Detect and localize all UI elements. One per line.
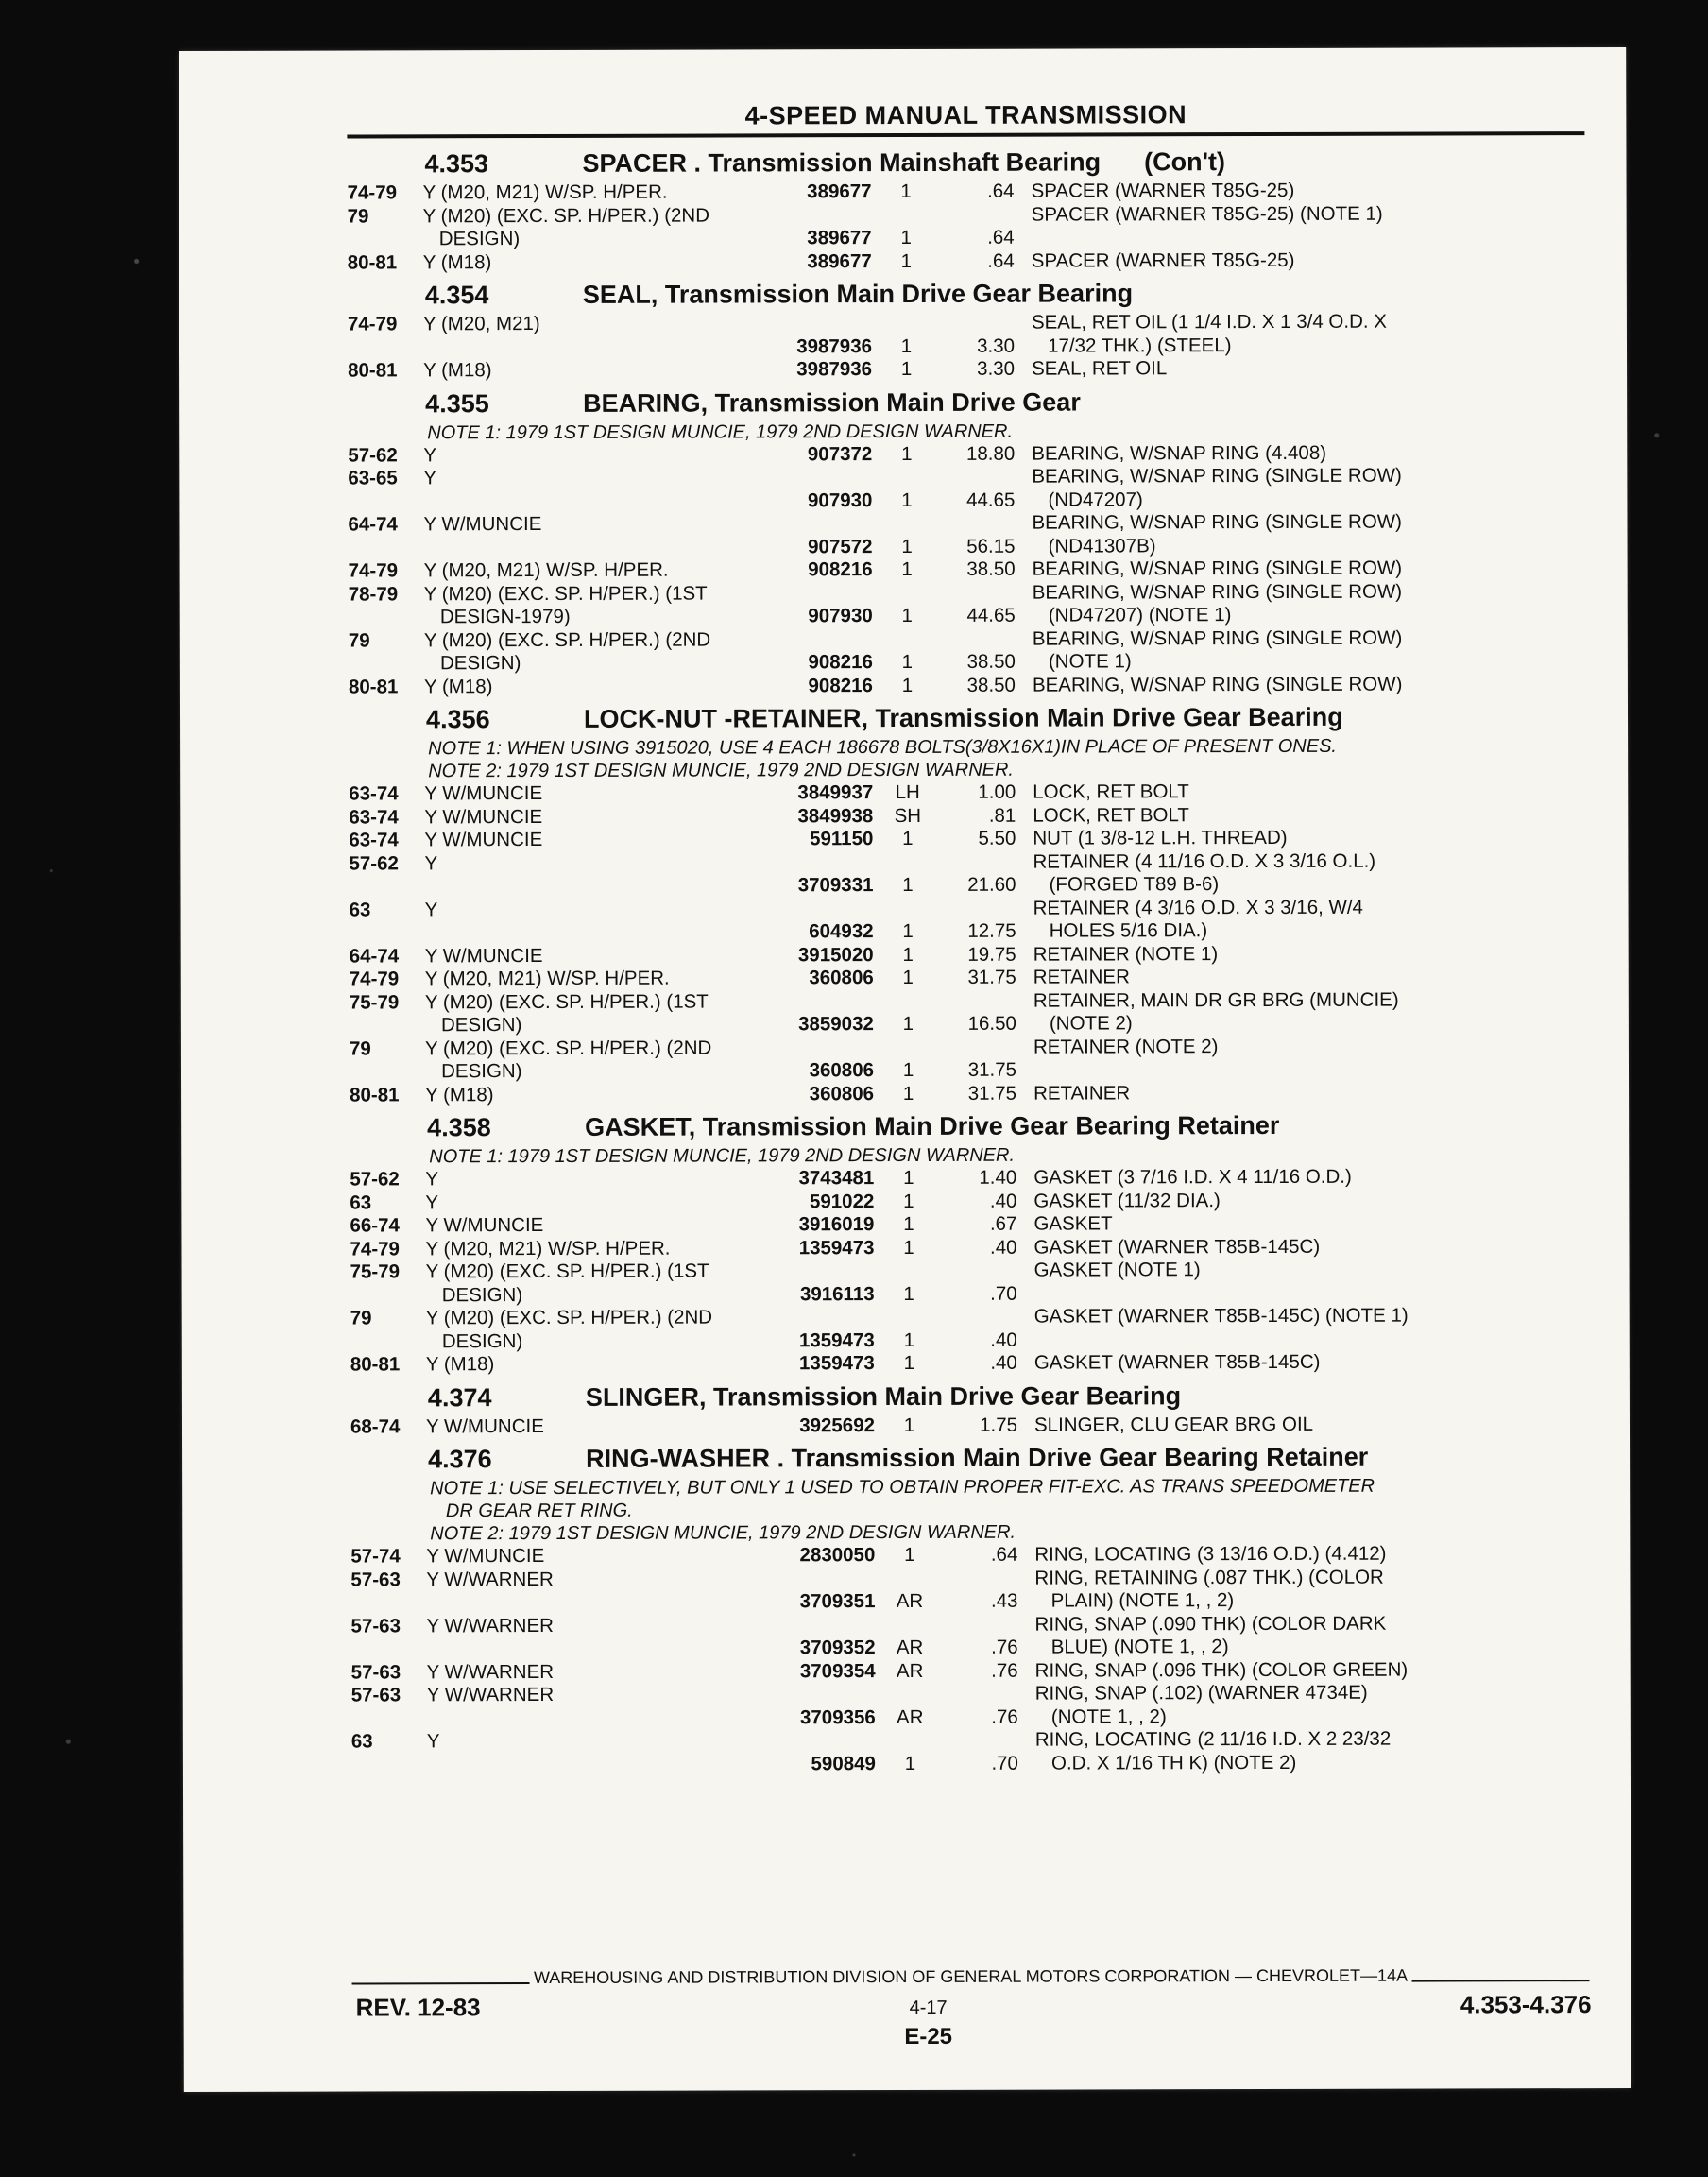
price: 31.75	[967, 966, 1016, 988]
table-row	[351, 1658, 1598, 1685]
price: 31.75	[967, 1082, 1017, 1105]
quantity: 1	[902, 827, 914, 850]
quantity: 1	[900, 334, 913, 357]
section-heading	[347, 146, 1594, 181]
table-row	[349, 849, 1596, 899]
table-row	[350, 1211, 1597, 1238]
price: 18.80	[965, 442, 1016, 465]
application: Y (M20) (EXC. SP. H/PER.) (2ND DESIGN)	[425, 1306, 713, 1352]
description: RING, LOCATING (3 13/16 O.D.) (4.412)	[1034, 1542, 1387, 1566]
description: SEAL, RET OIL	[1032, 357, 1168, 380]
price: 38.50	[966, 650, 1016, 673]
quantity: AR	[896, 1659, 924, 1682]
table-row	[350, 942, 1597, 969]
quantity: 1	[903, 1166, 914, 1190]
part-number: 3743481	[798, 1167, 875, 1190]
application: Y W/MUNCIE	[426, 1545, 545, 1568]
description: SPACER (WARNER T85G-25)	[1031, 249, 1295, 272]
part-number: 591022	[809, 1190, 875, 1212]
description: SEAL, RET OIL (1 1/4 I.D. X 1 3/4 O.D. X 17/32 THK.) (STEEL)	[1031, 310, 1387, 357]
quantity: 1	[902, 1082, 914, 1105]
table-row	[349, 580, 1596, 629]
table-row	[350, 1235, 1597, 1261]
quantity: AR	[896, 1636, 924, 1659]
application: Y	[425, 1168, 439, 1191]
description: GASKET (11/32 DIA.)	[1033, 1189, 1221, 1212]
price: 1.00	[978, 780, 1016, 803]
table-row	[350, 1566, 1597, 1615]
application: Y (M20, M21) W/SP. H/PER.	[422, 180, 668, 204]
description: NUT (1 3/8-12 L.H. THREAD)	[1033, 826, 1288, 849]
part-number: 360806	[809, 967, 874, 989]
price: 38.50	[966, 674, 1016, 696]
application: Y (M20, M21)	[422, 313, 540, 335]
table-row	[348, 510, 1595, 559]
revision-label: REV. 12-83	[355, 1993, 481, 2022]
quantity: 1	[904, 1543, 915, 1567]
price: 21.60	[967, 873, 1016, 896]
description: GASKET (WARNER T85B-145C) (NOTE 1)	[1033, 1304, 1409, 1328]
model-years: 57-63	[350, 1614, 401, 1637]
section-title: SPACER . Transmission Mainshaft Bearing	[582, 147, 1102, 178]
quantity: 1	[901, 442, 913, 465]
part-number: 3709356	[799, 1706, 876, 1728]
description: RING, SNAP (.090 THK) (COLOR DARK BLUE) (NOTE 1, , 2)	[1034, 1612, 1387, 1658]
application: Y	[424, 851, 438, 874]
price: .64	[987, 180, 1015, 202]
application: Y (M20) (EXC. SP. H/PER.) (1ST DESIGN)	[424, 990, 709, 1037]
part-number: 3925692	[799, 1414, 876, 1436]
description: GASKET	[1033, 1212, 1113, 1235]
quantity: 1	[903, 1351, 915, 1375]
section-heading	[350, 1110, 1597, 1145]
description: BEARING, W/SNAP RING (SINGLE ROW) (ND41307B)	[1032, 510, 1402, 557]
price: 38.50	[966, 557, 1016, 580]
table-row	[348, 310, 1595, 359]
part-number: 3709331	[797, 874, 874, 897]
table-row	[351, 1681, 1598, 1730]
quantity: SH	[894, 804, 922, 827]
part-number: 604932	[809, 920, 874, 943]
application: Y (M18)	[422, 250, 492, 273]
section-number: 4.358	[427, 1113, 491, 1142]
table-row	[348, 249, 1595, 275]
model-years: 63	[350, 1191, 372, 1214]
application: Y	[426, 1730, 440, 1753]
application: Y	[423, 443, 437, 466]
application: Y (M20, M21) W/SP. H/PER.	[425, 1237, 671, 1260]
part-number: 907372	[807, 442, 873, 465]
model-years: 80-81	[348, 675, 399, 698]
quantity: 1	[900, 357, 913, 381]
price: 5.50	[978, 827, 1016, 849]
application: Y (M20) (EXC. SP. H/PER.) (1ST DESIGN-1979)	[423, 582, 708, 628]
description: RING, SNAP (.102) (WARNER 4734E) (NOTE 1, , 2)	[1034, 1681, 1368, 1728]
application: Y W/MUNCIE	[424, 805, 543, 828]
part-number: 3859032	[798, 1013, 874, 1036]
section-number: 4.355	[425, 388, 489, 418]
model-years: 79	[349, 1037, 371, 1060]
description: GASKET (3 7/16 I.D. X 4 11/16 O.D.)	[1033, 1165, 1352, 1189]
section-title: SEAL, Transmission Main Drive Gear Bearing	[582, 279, 1134, 309]
table-row	[351, 1612, 1598, 1661]
model-years: 79	[347, 204, 369, 228]
table-row	[350, 1081, 1597, 1107]
price: .64	[987, 226, 1015, 249]
table-row	[350, 1035, 1597, 1084]
table-row	[350, 1258, 1597, 1307]
application: Y W/MUNCIE	[425, 1214, 544, 1237]
part-number: 907930	[808, 605, 873, 627]
table-row	[349, 626, 1596, 676]
description: BEARING, W/SNAP RING (SINGLE ROW) (NOTE 1)	[1032, 626, 1403, 673]
price: .76	[991, 1706, 1018, 1728]
section-heading	[350, 1442, 1597, 1477]
table-row	[348, 202, 1595, 251]
description: RETAINER (NOTE 1)	[1033, 942, 1219, 966]
description: RETAINER (NOTE 2)	[1033, 1035, 1219, 1058]
model-years: 66-74	[350, 1214, 400, 1237]
description: BEARING, W/SNAP RING (SINGLE ROW) (ND47207) (NOTE 1)	[1032, 580, 1403, 626]
quantity: 1	[901, 535, 913, 557]
model-years: 57-62	[350, 1168, 400, 1191]
description: RING, RETAINING (.087 THK.) (COLOR PLAIN) (NOTE 1, , 2)	[1034, 1566, 1384, 1612]
description: BEARING, W/SNAP RING (SINGLE ROW)	[1032, 557, 1403, 580]
application: Y (M18)	[425, 1083, 494, 1106]
price: 12.75	[967, 919, 1016, 942]
description: RING, LOCATING (2 11/16 I.D. X 2 23/32 O.D. X 1/16 TH K) (NOTE 2)	[1034, 1727, 1392, 1774]
model-years: 74-79	[349, 968, 400, 990]
part-number: 2830050	[799, 1544, 876, 1567]
model-years: 68-74	[350, 1414, 401, 1438]
quantity: AR	[896, 1589, 924, 1613]
price: .64	[990, 1543, 1018, 1566]
application: Y (M18)	[425, 1353, 495, 1376]
price: .76	[991, 1636, 1018, 1658]
part-number: 907930	[807, 489, 873, 511]
part-number: 591150	[810, 828, 874, 850]
section-range: 4.353-4.376	[1460, 1990, 1592, 2019]
part-number: 389677	[807, 249, 872, 272]
description: LOCK, RET BOLT	[1033, 780, 1189, 803]
section-number: 4.376	[428, 1445, 492, 1474]
application: Y W/WARNER	[426, 1568, 554, 1590]
description: GASKET (WARNER T85B-145C)	[1033, 1235, 1321, 1259]
model-years: 63	[350, 1730, 373, 1753]
price: .67	[989, 1212, 1017, 1235]
table-row	[349, 803, 1596, 830]
table-row	[350, 1413, 1597, 1439]
table-row	[349, 780, 1596, 806]
footer-rule-right	[1411, 1980, 1589, 1981]
description: RETAINER	[1033, 1081, 1131, 1105]
model-years: 75-79	[349, 990, 400, 1014]
application: Y W/MUNCIE	[424, 944, 543, 967]
section-title: LOCK-NUT -RETAINER, Transmission Main Drive Gear Bearing	[583, 702, 1343, 733]
table-row	[348, 179, 1595, 205]
section-title: GASKET, Transmission Main Drive Gear Bearing Retainer	[585, 1110, 1280, 1141]
model-years: 74-79	[347, 313, 398, 335]
description: SLINGER, CLU GEAR BRG OIL	[1033, 1413, 1314, 1436]
application: Y W/WARNER	[426, 1683, 555, 1706]
table-row	[351, 1727, 1598, 1776]
table-row	[350, 965, 1597, 991]
quantity: 1	[903, 1414, 915, 1436]
part-number: 3709351	[799, 1590, 876, 1613]
section-title: RING-WASHER . Transmission Main Drive Gear Bearing Retainer	[586, 1442, 1369, 1473]
part-number: 3915020	[797, 943, 874, 966]
quantity: 1	[901, 650, 914, 674]
part-number: 3916019	[798, 1213, 875, 1236]
price: 3.30	[977, 357, 1016, 380]
section-note: NOTE 1: WHEN USING 3915020, USE 4 EACH 186678 BOLTS(3/8X16X1)IN PLACE OF PRESENT ONES.	[428, 735, 1337, 760]
application: Y (M20) (EXC. SP. H/PER.) (2ND DESIGN)	[422, 204, 710, 250]
part-number: 590849	[811, 1752, 876, 1774]
section-heading	[348, 386, 1595, 421]
quantity: 1	[903, 1236, 914, 1259]
quantity: 1	[902, 1012, 914, 1036]
part-number: 908216	[808, 674, 873, 696]
model-years: 79	[350, 1307, 372, 1329]
quantity: 1	[902, 943, 914, 966]
quantity: 1	[902, 919, 914, 943]
quantity: 1	[901, 604, 913, 627]
model-years: 57-63	[350, 1660, 401, 1684]
part-number: 908216	[808, 558, 873, 581]
section-heading	[349, 702, 1596, 737]
model-years: 75-79	[350, 1260, 401, 1283]
application: Y (M20) (EXC. SP. H/PER.) (1ST DESIGN)	[425, 1260, 709, 1306]
model-years: 74-79	[348, 559, 399, 582]
quantity: 1	[904, 1752, 916, 1774]
footer-division-line	[351, 1965, 1589, 1988]
quantity: 1	[903, 1190, 914, 1212]
application: Y (M20) (EXC. SP. H/PER.) (2ND DESIGN)	[424, 1037, 712, 1083]
table-row	[348, 441, 1595, 468]
model-years: 63-74	[349, 782, 399, 805]
description: RETAINER (4 3/16 O.D. X 3 3/16, W/4 HOLES 5/16 DIA.)	[1033, 896, 1363, 942]
table-row	[350, 1350, 1597, 1377]
section-note: NOTE 2: 1979 1ST DESIGN MUNCIE, 1979 2ND DESIGN WARNER.	[428, 759, 1015, 782]
description: RING, SNAP (.096 THK) (COLOR GREEN)	[1034, 1658, 1409, 1682]
application: Y W/MUNCIE	[424, 782, 543, 805]
quantity: 1	[900, 249, 912, 272]
section-heading	[348, 278, 1595, 313]
application: Y W/WARNER	[426, 1614, 554, 1637]
e-page-number: E-25	[904, 2023, 953, 2050]
table-row	[350, 1304, 1597, 1353]
table-row	[349, 826, 1596, 852]
model-years: 74-79	[347, 181, 398, 204]
table-row	[350, 1165, 1597, 1191]
price: 44.65	[966, 604, 1016, 626]
price: .40	[989, 1236, 1017, 1259]
price: 19.75	[967, 943, 1016, 966]
section-note: NOTE 1: 1979 1ST DESIGN MUNCIE, 1979 2ND DESIGN WARNER.	[429, 1144, 1016, 1168]
part-number: 3709352	[799, 1637, 876, 1659]
quantity: 1	[901, 557, 913, 581]
part-number: 360806	[809, 1059, 875, 1082]
table-row	[350, 896, 1597, 945]
description: SPACER (WARNER T85G-25)	[1031, 179, 1295, 202]
price: .64	[987, 249, 1015, 272]
part-number: 389677	[807, 180, 872, 203]
section-title: SLINGER, Transmission Main Drive Gear Bearing	[585, 1380, 1182, 1412]
part-number: 3916113	[799, 1282, 875, 1305]
application: Y	[423, 467, 437, 489]
quantity: 1	[901, 489, 913, 511]
part-number: 908216	[808, 651, 873, 674]
section-note: NOTE 1: 1979 1ST DESIGN MUNCIE, 1979 2ND DESIGN WARNER.	[427, 420, 1014, 443]
table-row	[350, 1542, 1597, 1568]
model-years: 64-74	[349, 944, 400, 968]
part-number: 3987936	[796, 334, 873, 357]
price: 44.65	[966, 489, 1016, 511]
part-number: 1359473	[798, 1352, 875, 1375]
application: Y W/MUNCIE	[424, 829, 543, 851]
model-years: 80-81	[347, 250, 398, 274]
description: GASKET (NOTE 1)	[1033, 1259, 1201, 1281]
model-years: 57-63	[350, 1684, 401, 1706]
section-title: BEARING, Transmission Main Drive Gear	[583, 387, 1081, 418]
application: Y (M20, M21) W/SP. H/PER.	[423, 558, 669, 582]
part-number: 3709354	[799, 1659, 876, 1682]
application: Y (M20) (EXC. SP. H/PER.) (2ND DESIGN)	[423, 628, 711, 675]
document-page	[179, 47, 1631, 2092]
part-number: 360806	[809, 1082, 875, 1105]
section-number: 4.353	[424, 149, 489, 179]
model-years: 78-79	[348, 582, 399, 606]
price: .70	[991, 1752, 1018, 1774]
price: 1.75	[980, 1414, 1018, 1436]
table-row	[350, 988, 1597, 1037]
price: 1.40	[979, 1166, 1017, 1189]
table-row	[348, 464, 1595, 513]
quantity: AR	[897, 1706, 924, 1728]
application: Y (M18)	[423, 359, 492, 382]
parts-list	[347, 140, 1598, 1776]
price: .81	[988, 804, 1016, 827]
model-years: 57-62	[349, 851, 399, 875]
quantity: 1	[902, 873, 914, 897]
table-row	[350, 1189, 1597, 1215]
model-years: 80-81	[350, 1353, 401, 1376]
part-number: 1359473	[798, 1328, 875, 1351]
application: Y W/MUNCIE	[425, 1414, 544, 1437]
application: Y	[425, 1191, 439, 1213]
description: LOCK, RET BOLT	[1033, 803, 1189, 827]
price: 16.50	[967, 1012, 1016, 1035]
table-row	[349, 557, 1596, 583]
description: BEARING, W/SNAP RING (4.408)	[1032, 441, 1327, 465]
model-years: 63-65	[348, 467, 398, 489]
model-years: 63-74	[349, 829, 399, 851]
model-years: 57-63	[350, 1568, 401, 1591]
model-years: 63-74	[349, 805, 399, 829]
quantity: 1	[900, 180, 912, 203]
part-number: 3849938	[797, 804, 874, 827]
model-years: 63	[349, 898, 371, 921]
quantity: 1	[903, 1212, 914, 1236]
model-years: 64-74	[348, 513, 398, 536]
price: .40	[989, 1190, 1017, 1212]
application: Y W/MUNCIE	[423, 513, 542, 536]
price: 56.15	[966, 535, 1016, 557]
quantity: 1	[900, 226, 912, 249]
section-note: NOTE 2: 1979 1ST DESIGN MUNCIE, 1979 2ND DESIGN WARNER.	[430, 1521, 1016, 1545]
section-number: 4.356	[425, 705, 490, 734]
description: RETAINER, MAIN DR GR BRG (MUNCIE) (NOTE 2)	[1033, 988, 1399, 1035]
quantity: 1	[901, 674, 914, 696]
table-row	[349, 673, 1596, 699]
application: Y	[424, 898, 438, 920]
quantity: 1	[903, 1328, 914, 1351]
part-number: 907572	[808, 535, 873, 557]
price: .40	[990, 1351, 1017, 1374]
page-number: 4-17	[909, 1997, 948, 2018]
description: GASKET (WARNER T85B-145C)	[1033, 1350, 1321, 1374]
part-number: 389677	[807, 227, 872, 249]
quantity: 1	[903, 1282, 914, 1305]
quantity: 1	[902, 966, 914, 989]
description: SPACER (WARNER T85G-25) (NOTE 1)	[1031, 202, 1383, 226]
model-years: 80-81	[348, 359, 398, 382]
price: .76	[991, 1659, 1018, 1682]
model-years: 57-62	[348, 443, 398, 467]
part-number: 3987936	[796, 358, 873, 381]
application: Y W/WARNER	[426, 1660, 555, 1683]
section-continued: (Con't)	[1144, 147, 1226, 177]
description: BEARING, W/SNAP RING (SINGLE ROW) (ND47207)	[1032, 464, 1402, 511]
part-number: 3849937	[797, 781, 874, 804]
application: Y (M18)	[423, 675, 493, 697]
model-years: 57-74	[350, 1545, 401, 1568]
section-number: 4.374	[427, 1382, 492, 1412]
application: Y (M20, M21) W/SP. H/PER.	[424, 967, 670, 990]
quantity: 1	[902, 1058, 914, 1082]
table-row	[348, 356, 1595, 383]
model-years: 79	[348, 628, 370, 652]
section-note: NOTE 1: USE SELECTIVELY, BUT ONLY 1 USED TO OBTAIN PROPER FIT-EXC. AS TRANS SPEEDOMETER DR GEAR RET RING.	[430, 1475, 1375, 1522]
price: 3.30	[977, 334, 1016, 357]
document-title: 4-SPEED MANUAL TRANSMISSION	[347, 99, 1584, 138]
description: RETAINER (4 11/16 O.D. X 3 3/16 O.L.) (FORGED T89 B-6)	[1033, 849, 1376, 896]
description: BEARING, W/SNAP RING (SINGLE ROW)	[1032, 673, 1403, 696]
part-number: 1359473	[798, 1236, 875, 1259]
footer-division-text: WAREHOUSING AND DISTRIBUTION DIVISION OF GENERAL MOTORS CORPORATION — CHEVROLET—14A	[533, 1965, 1409, 1988]
price: .70	[990, 1282, 1017, 1305]
model-years: 74-79	[350, 1237, 400, 1260]
model-years: 80-81	[350, 1083, 400, 1106]
price: 31.75	[967, 1058, 1017, 1081]
price: .43	[990, 1589, 1018, 1612]
description: RETAINER	[1033, 966, 1130, 988]
footer-rule-left	[352, 1982, 530, 1984]
section-heading	[350, 1380, 1597, 1415]
section-number: 4.354	[424, 281, 489, 310]
quantity: LH	[895, 780, 920, 804]
price: .40	[990, 1328, 1017, 1351]
